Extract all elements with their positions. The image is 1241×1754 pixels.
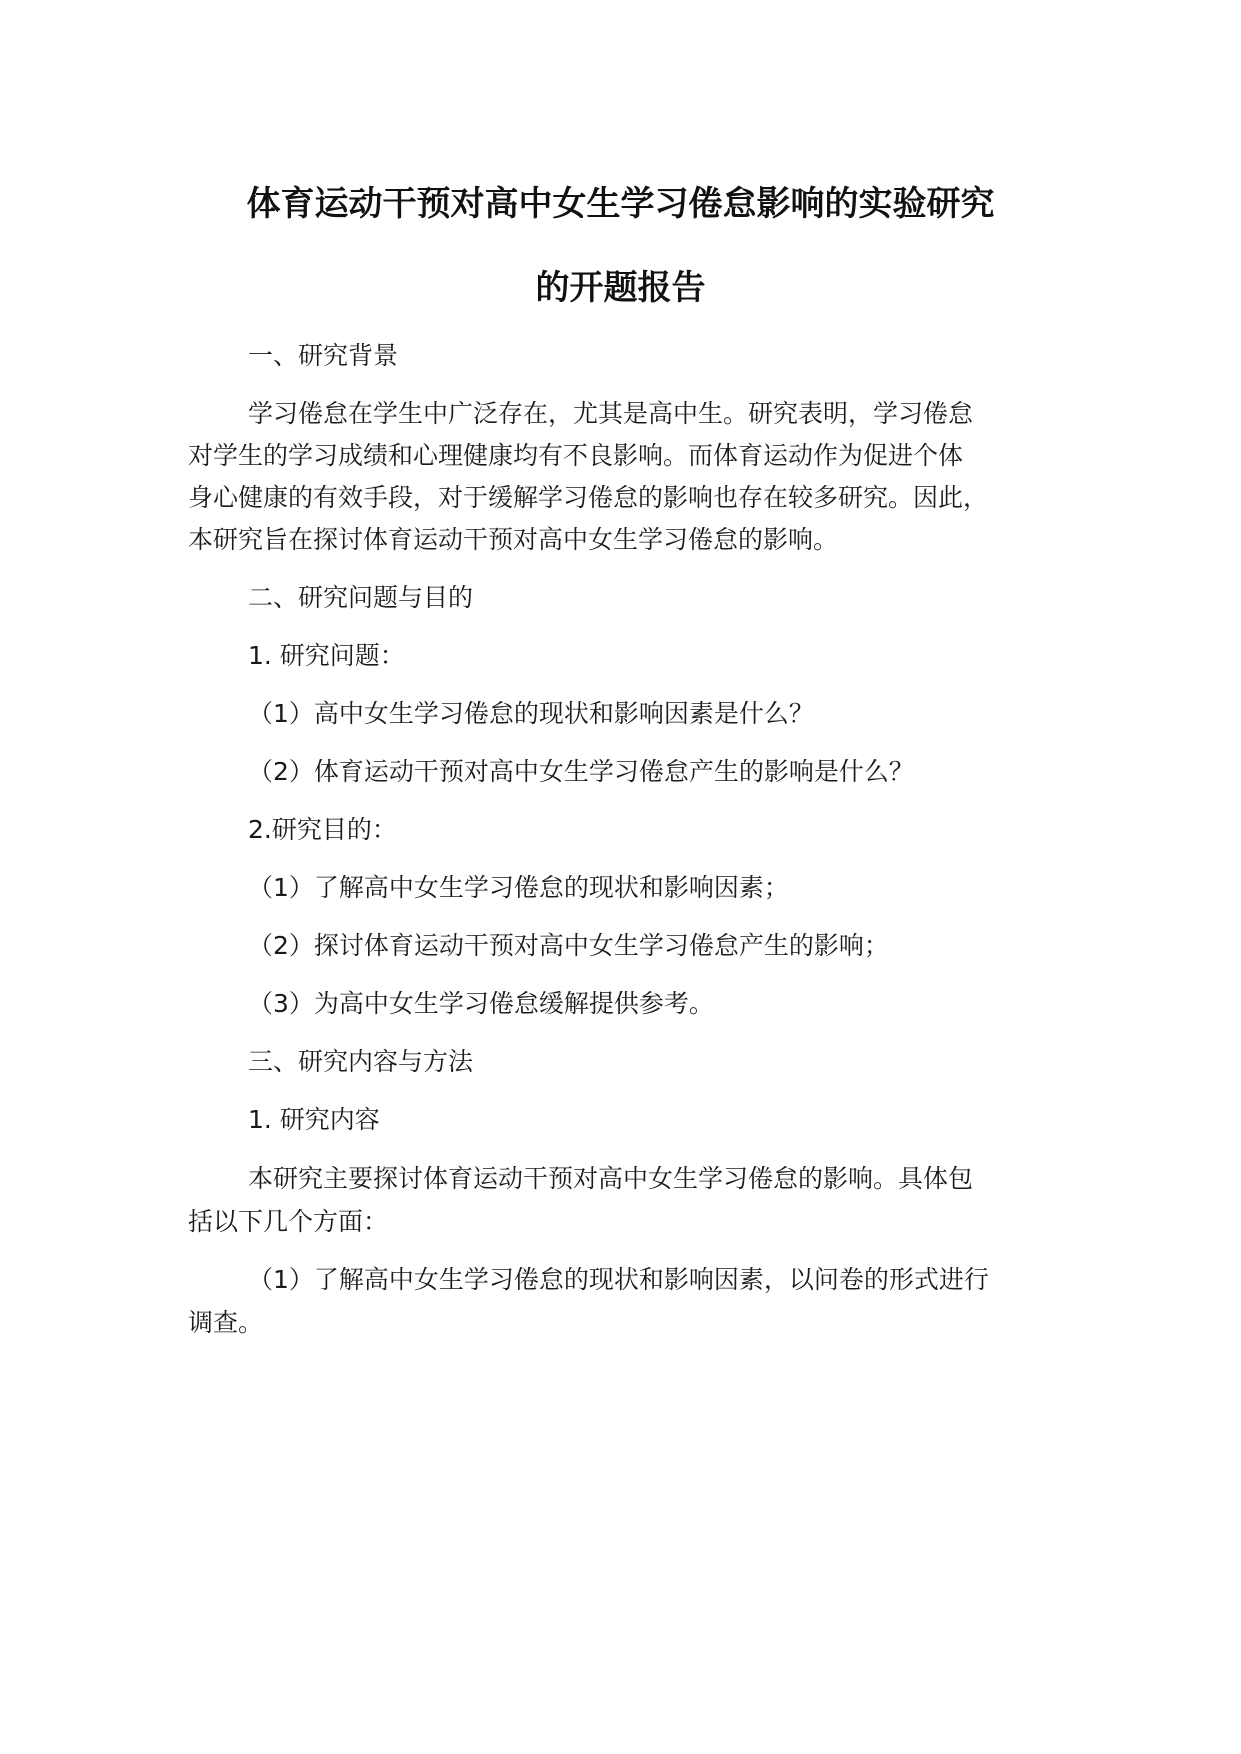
content-para-line-1: 本研究主要探讨体育运动干预对高中女生学习倦怠的影响。具体包 <box>248 1164 974 1193</box>
content-item-1-line-1: （1）了解高中女生学习倦怠的现状和影响因素，以问卷的形式进行 <box>248 1265 989 1294</box>
section-1-para-line-2: 对学生的学习成绩和心理健康均有不良影响。而体育运动作为促进个体 <box>188 441 964 470</box>
content-para-line-2: 括以下几个方面： <box>188 1207 389 1236</box>
content-item-1-line-2: 调查。 <box>188 1308 264 1337</box>
goal-2: （2）探讨体育运动干预对高中女生学习倦怠产生的影响； <box>248 931 889 960</box>
section-3-heading: 三、研究内容与方法 <box>248 1047 474 1076</box>
section-1-para-line-3: 身心健康的有效手段，对于缓解学习倦怠的影响也存在较多研究。因此， <box>188 483 989 512</box>
questions-heading: 1. 研究问题： <box>248 641 405 670</box>
goal-3: （3）为高中女生学习倦怠缓解提供参考。 <box>248 989 714 1018</box>
section-1-para-line-4: 本研究旨在探讨体育运动干预对高中女生学习倦怠的影响。 <box>188 525 839 554</box>
document-title-line-1: 体育运动干预对高中女生学习倦怠影响的实验研究 <box>246 184 995 224</box>
question-1: （1）高中女生学习倦怠的现状和影响因素是什么？ <box>248 699 814 728</box>
section-2-heading: 二、研究问题与目的 <box>248 583 474 612</box>
goals-heading: 2.研究目的： <box>248 815 397 844</box>
goal-1: （1）了解高中女生学习倦怠的现状和影响因素； <box>248 873 789 902</box>
question-2: （2）体育运动干预对高中女生学习倦怠产生的影响是什么？ <box>248 757 914 786</box>
section-1-heading: 一、研究背景 <box>248 341 399 370</box>
content-heading: 1. 研究内容 <box>248 1105 380 1134</box>
document-title-line-2: 的开题报告 <box>535 268 706 308</box>
section-1-para-line-1: 学习倦怠在学生中广泛存在，尤其是高中生。研究表明，学习倦怠 <box>248 399 974 428</box>
